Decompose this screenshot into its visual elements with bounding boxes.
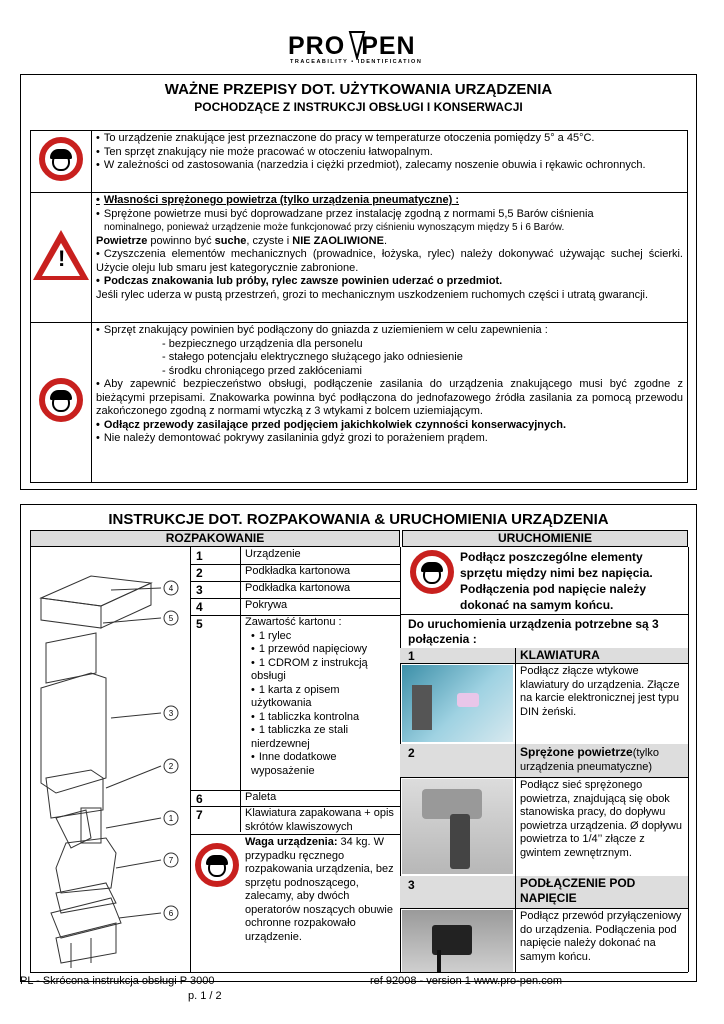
- diagram-label: 7: [168, 856, 174, 865]
- helmet-icon: [410, 550, 454, 594]
- section1-title: WAŻNE PRZEPISY DOT. UŻYTKOWANIA URZĄDZENIA: [164, 81, 553, 98]
- rule-temperature: • To urządzenie znakujące jest przeznaczone do pracy w temperaturze otoczenia pomiędzy 5° a 45°C.: [96, 132, 683, 146]
- section2-title: INSTRUKCJE DOT. ROZPAKOWANIA & URUCHOMIENIA URZĄDZENIA: [108, 511, 609, 528]
- warning-triangle-icon: !: [33, 230, 89, 280]
- power-connection-rule: • Aby zapewnić bezpieczeństwo obsługi, podłączenie zasilania do urządzenia znakującego musi być zgodne z bieżącymi przepisami. Znakowarka powinna być podłączona do jednofazowego źródła zasilania za pomocą przewodu zakończonego zgodną z normami wtyczką z 3 wtykami z bolcem uziemiającym.: [96, 378, 683, 419]
- stylus-warning: Jeśli rylec uderza w pustą przestrzeń, grozi to mechanicznym uszkodzeniem ruchomych części i utratą gwarancji.: [96, 288, 649, 301]
- diagram-label: 6: [168, 909, 174, 918]
- cover-rule: • Nie należy demontować pokrywy zasilaninia gdyż grozi to porażeniem prądem.: [96, 432, 683, 446]
- diagram-label: 4: [168, 584, 174, 593]
- helmet-icon: [195, 843, 239, 887]
- contents-item: • Inne dodatkowe wyposażenie: [245, 751, 397, 778]
- startup-intro: Do uruchomienia urządzenia potrzebne są 3 połączenia :: [408, 617, 659, 646]
- item-number: 6: [196, 792, 203, 806]
- grounding-reason: - bezpiecznego urządzenia dla personelu: [162, 337, 363, 350]
- unpacking-header: ROZPAKOWANIE: [30, 530, 400, 547]
- startup-header: URUCHOMIENIE: [402, 530, 688, 547]
- footer-right: ref 92008 - version 1 www.pro-pen.com: [370, 975, 562, 987]
- diagram-label: 3: [168, 709, 174, 718]
- grounding-rule: • Sprzęt znakujący powinien być podłączony do gniazda z uziemieniem w celu zapewnienia :: [96, 324, 683, 338]
- contents-item: • 1 rylec: [245, 630, 397, 644]
- step-number: 2: [408, 746, 415, 760]
- step-title: PODŁĄCZENIE POD NAPIĘCIE: [520, 876, 636, 905]
- diagram-label: 2: [168, 762, 174, 771]
- item-label: Urządzenie: [245, 548, 301, 560]
- weight-note: Waga urządzenia: 34 kg. W przypadku ręcznego rozpakowania urządzenia, bez sprzętu podnoszącego, zalecamy, aby dwóch operatorów noszących obuwie ochronne rozpakowało urządzenie.: [245, 836, 394, 943]
- safety-rules-table: [30, 130, 688, 483]
- step-title: KLAWIATURA: [520, 648, 600, 662]
- contents-item: • 1 CDROM z instrukcją obsługi: [245, 657, 397, 684]
- propen-logo: [288, 30, 438, 70]
- grounding-reason: - stałego potencjału elektrycznego służącego jako odniesienie: [162, 351, 463, 363]
- item-number: 7: [196, 808, 203, 822]
- air-regulator-photo: [402, 779, 513, 874]
- exploded-packaging-diagram: [31, 548, 189, 972]
- item-label: Klawiatura zapakowana + opis skrótów klawiszowych: [245, 807, 394, 833]
- contents-cell: [245, 616, 397, 778]
- step-text: Podłącz przewód przyłączeniowy do urządzenia. Podłączenia pod napięcie należy dokonać na samym końcu.: [520, 910, 682, 963]
- contents-item: • 1 tabliczka kontrolna: [245, 711, 397, 725]
- item-number: 3: [196, 583, 203, 597]
- step-text: Podłącz sieć sprężonego powietrza, znajdującą się obok stanowiska pracy, do dopływu powietrza urządzenia. Ø dopływu powietrza to 1/4’’ złącze z gwintem zewnętrznym.: [520, 779, 683, 859]
- item-number: 1: [196, 549, 203, 563]
- stylus-rule: • Podczas znakowania lub próby, rylec zawsze powinien uderzać o przedmiot.: [96, 275, 683, 289]
- item-label: Pokrywa: [245, 599, 288, 611]
- rules-general: [92, 131, 688, 193]
- disconnect-rule: • Odłącz przewody zasilające przed podjęciem jakichkolwiek czynności konserwacyjnych.: [96, 419, 683, 433]
- contents-item: • 1 tabliczka ze stali nierdzewnej: [245, 724, 397, 751]
- item-number: 4: [196, 600, 203, 614]
- cleaning-rule: • Czyszczenia elementów mechanicznych (prowadnice, łożyska, rylec) należy dokonywać używając suchej ścierki. Użycie oleju lub smaru jest kategorycznie zabronione.: [96, 248, 683, 275]
- footer-left: PL - Skrócona instrukcja obsługi P 3000: [20, 975, 215, 987]
- rule-protective-gear: • W zależności od zastosowania (narzedzia i ciężki przedmiot), zalecamy noszenie obuwia i rękawic ochronnych.: [96, 159, 683, 173]
- section1-subtitle: POCHODZĄCE Z INSTRUKCJI OBSŁUGI I KONSERWACJI: [194, 100, 523, 114]
- logo-text-left: PRO: [288, 32, 346, 60]
- item-label: Podkładka kartonowa: [245, 565, 351, 577]
- diagram-label: 1: [168, 814, 174, 823]
- step-title: Sprężone powietrze(tylko urządzenia pneumatyczne): [520, 745, 659, 773]
- air-pressure-rule: • Sprężone powietrze musi być doprowadzane przez instalację zgodną z normami 5,5 Barów ciśnienia: [96, 208, 683, 222]
- rule-flammable: • Ten sprzęt znakujący nie może pracować w otoczeniu łatwopalnym.: [96, 146, 683, 160]
- startup-warning: Podłącz poszczególne elementy sprzętu między nimi bez napięcia. Podłączenia pod napięcie należy dokonać na samym końcu.: [460, 550, 653, 612]
- item-number: 2: [196, 566, 203, 580]
- step-number: 3: [408, 878, 415, 892]
- air-quality-rule: Powietrze powinno być suche, czyste i NIE ZAOLIWIONE.: [96, 234, 387, 247]
- grounding-reason: - środku chroniącego przed zakłóceniami: [162, 364, 362, 377]
- step-number: 1: [408, 649, 415, 663]
- air-pressure-note: nominalnego, ponieważ urządzenie może funkcjonować przy ciśnieniu wynoszącym między 5 i 6 Barów.: [104, 222, 565, 233]
- item-label: Podkładka kartonowa: [245, 582, 351, 594]
- step-text: Podłącz złącze wtykowe klawiatury do urządzenia. Złącze na karcie elektronicznej jest typu DIN żeński.: [520, 665, 680, 718]
- rules-electrical: [92, 323, 688, 483]
- diagram-label: 5: [168, 614, 174, 623]
- helmet-icon: [39, 378, 83, 422]
- air-heading: • Własności sprężonego powietrza (tylko urządzenia pneumatyczne) :: [96, 194, 683, 208]
- page-number: p. 1 / 2: [188, 990, 222, 1002]
- keyboard-connector-photo: [402, 665, 513, 742]
- pen-nib-icon: [348, 30, 366, 60]
- contents-item: • 1 przewód napięciowy: [245, 643, 397, 657]
- rules-compressed-air: [92, 193, 688, 323]
- helmet-icon: [39, 137, 83, 181]
- contents-item: • 1 karta z opisem użytkowania: [245, 684, 397, 711]
- power-cable-photo: [402, 910, 513, 972]
- item-number: 5: [196, 617, 203, 631]
- logo-tagline: TRACEABILITY • IDENTIFICATION: [290, 59, 423, 65]
- logo-text-right: PEN: [361, 32, 416, 60]
- item-label: Paleta: [245, 791, 277, 803]
- item-label: Zawartość kartonu :: [245, 616, 342, 628]
